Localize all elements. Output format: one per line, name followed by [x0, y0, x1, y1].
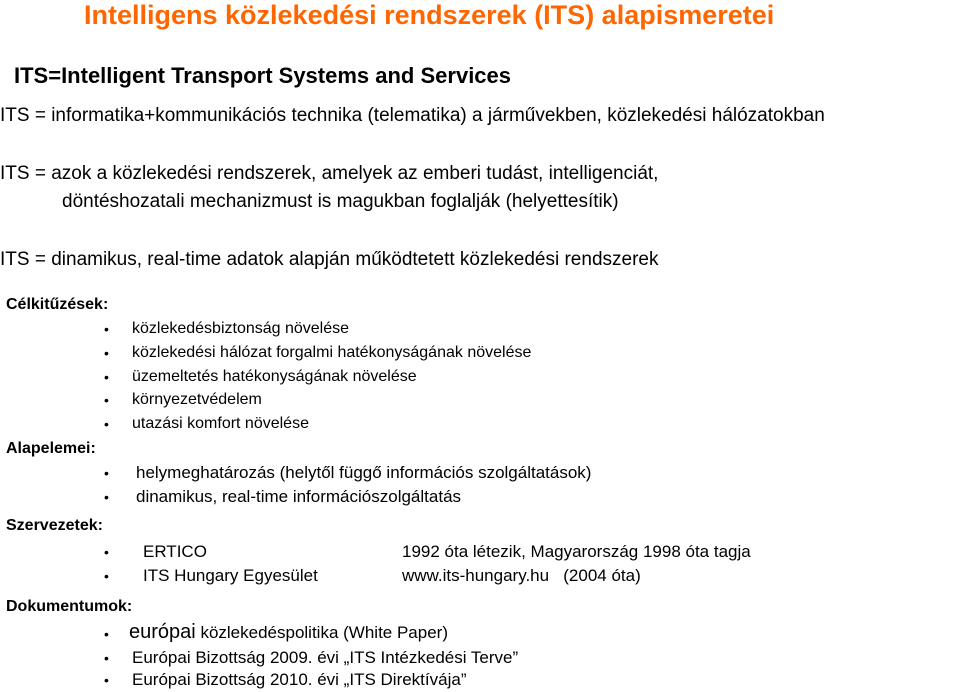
bullet-icon: •: [104, 321, 109, 337]
definition-intelligence-line2: döntéshozatali mechanizmust is magukban foglalják (helyettesítik): [62, 191, 619, 212]
bullet-icon: •: [104, 345, 109, 361]
bullet-icon: •: [104, 568, 109, 584]
goal-item: közlekedésbiztonság növelése: [132, 320, 350, 337]
elements-heading: Alapelemei:: [6, 440, 96, 457]
document-item: [129, 621, 448, 644]
page-subtitle: ITS=Intelligent Transport Systems and Services: [14, 63, 512, 88]
organizations-heading: Szervezetek:: [6, 517, 103, 534]
bullet-icon: •: [104, 489, 109, 505]
organization-note: www.its-hungary.hu (2004 óta): [402, 566, 641, 585]
bullet-icon: •: [104, 416, 109, 432]
definition-informatics: ITS = informatika+kommunikációs technika (telematika) a járművekben, közlekedési hálózatokban: [0, 105, 825, 126]
organization-name: ERTICO: [143, 542, 207, 561]
document-rest: közlekedéspolitika (White Paper): [195, 623, 448, 642]
document-emphasis: európai: [129, 621, 196, 643]
bullet-icon: •: [104, 650, 109, 666]
goals-heading: Célkitűzések:: [6, 296, 109, 313]
bullet-icon: •: [104, 626, 109, 642]
goal-item: utazási komfort növelése: [132, 415, 309, 432]
goal-item: környezetvédelem: [132, 391, 262, 408]
goal-item: üzemeltetés hatékonyságának növelése: [132, 368, 417, 385]
bullet-icon: •: [104, 465, 109, 481]
definition-dynamic: ITS = dinamikus, real-time adatok alapján működtetett közlekedési rendszerek: [0, 249, 659, 270]
page-title: Intelligens közlekedési rendszerek (ITS) alapismeretei: [84, 0, 775, 30]
documents-heading: Dokumentumok:: [6, 598, 133, 615]
document-item: Európai Bizottság 2010. évi „ITS Direktívája”: [132, 670, 467, 689]
bullet-icon: •: [104, 369, 109, 385]
element-item: helymeghatározás (helytől függő információs szolgáltatások): [136, 463, 592, 482]
document-item: Európai Bizottság 2009. évi „ITS Intézkedési Terve”: [132, 648, 519, 667]
bullet-icon: •: [104, 672, 109, 688]
organization-name: ITS Hungary Egyesület: [143, 566, 318, 585]
goal-item: közlekedési hálózat forgalmi hatékonyságának növelése: [132, 344, 532, 361]
bullet-icon: •: [104, 392, 109, 408]
element-item: dinamikus, real-time információszolgáltatás: [136, 487, 462, 506]
bullet-icon: •: [104, 544, 109, 560]
definition-intelligence-line1: ITS = azok a közlekedési rendszerek, amelyek az emberi tudást, intelligenciát,: [0, 163, 659, 184]
organization-note: 1992 óta létezik, Magyarország 1998 óta tagja: [402, 542, 751, 561]
